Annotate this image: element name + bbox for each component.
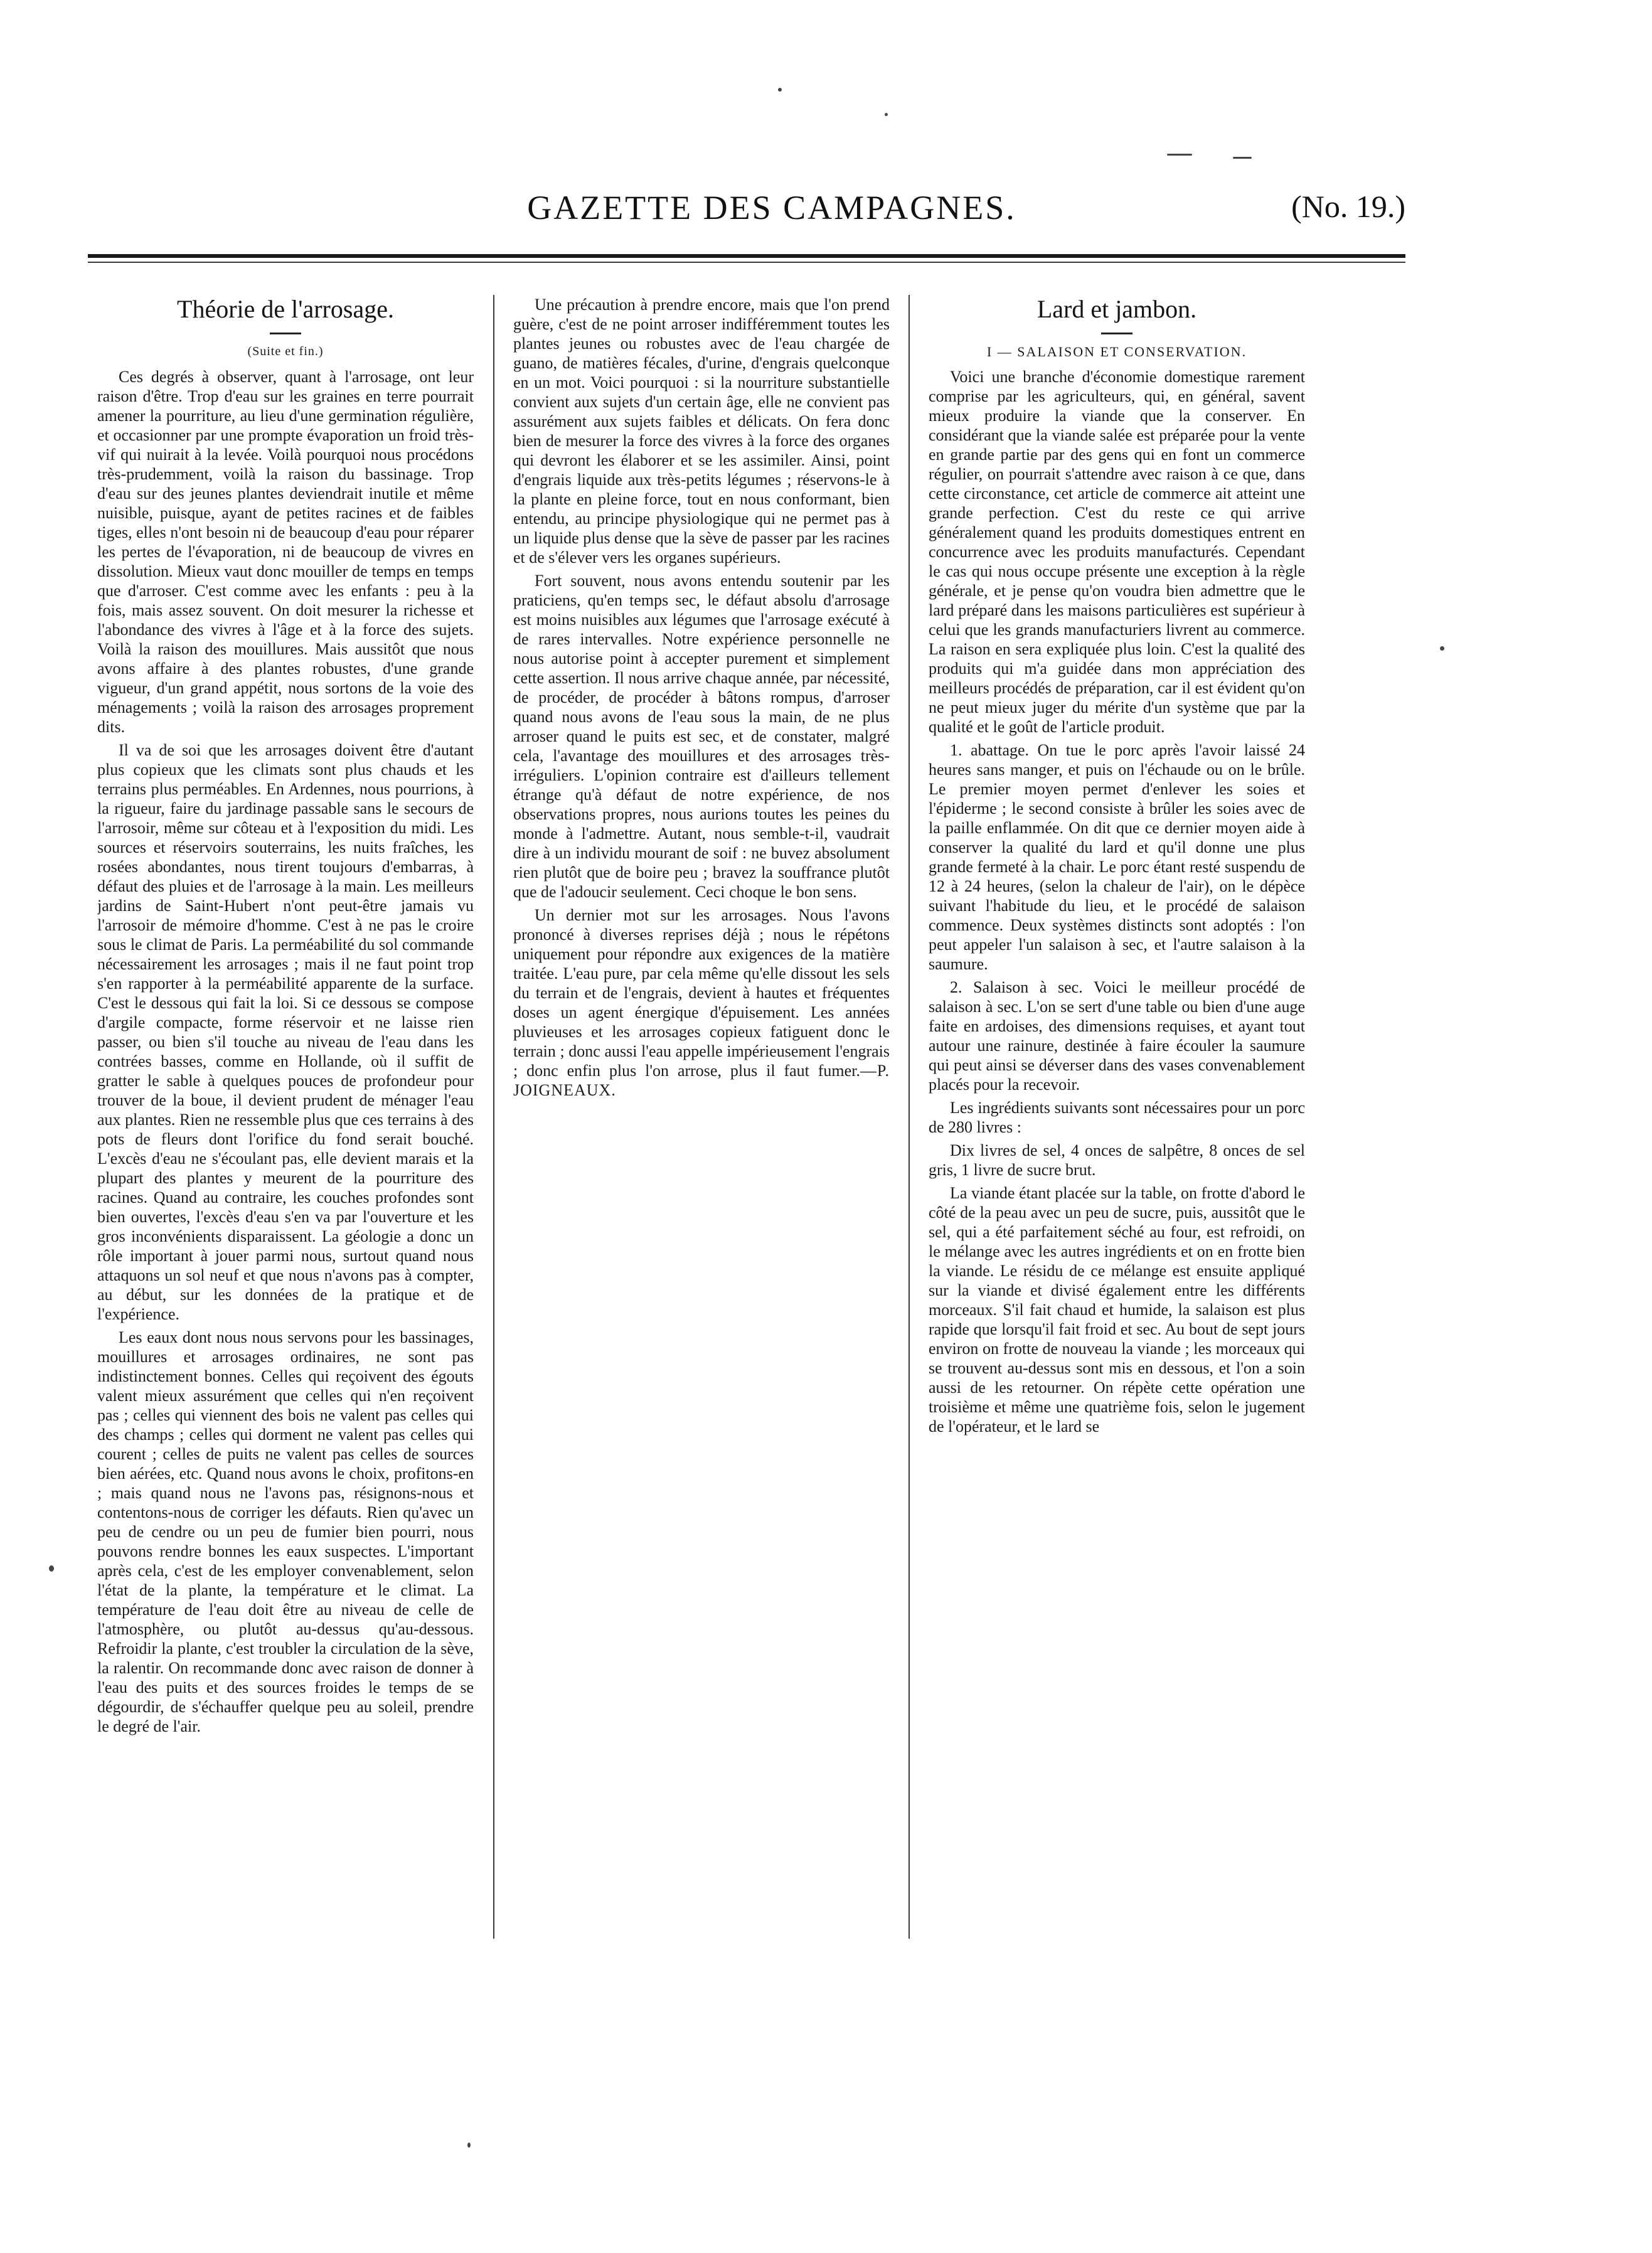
scan-speck [1167, 154, 1192, 156]
title-rule [1101, 333, 1132, 334]
paragraph: Une précaution à prendre encore, mais que l'on prend guère, c'est de ne point arroser indifféremment toutes les plantes jeunes ou robustes avec de l'eau chargée de guano, de matières fécales, d'urine, d'engrais quelconque en un mot. Voici pourquoi : si la nourriture substantielle convient aux sujets d'un certain âge, elle ne convient pas assurément aux sujets faibles et délicats. On fera donc bien de mesurer la force des vivres à la force des organes qui devront les élaborer et se les assimiler. Ainsi, point d'engrais liquide aux très-petits légumes ; réservons-le à la plante en pleine force, tout en nous conformant, bien entendu, au principe physiologique qui ne permet pas à un liquide plus dense que la sève de passer par les racines et de s'élever vers les organes supérieurs. [513, 296, 890, 567]
paragraph: 1. abattage. On tue le porc après l'avoir laissé 24 heures sans manger, et puis on l'échaude ou on le brûle. Le premier moyen permet d'enlever les soies et l'épiderme ; le second consiste à brûler les soies avec de la paille enflammée. On dit que ce dernier moyen aide à conserver la qualité du lard et qu'il donne une plus grande fermeté à la chair. Le porc étant resté suspendu de 12 à 24 heures, (selon la chaleur de l'air), on le dépèce suivant l'habitude du lieu, et le procédé de salaison commence. Deux systèmes distincts sont adoptés : l'on peut appeler l'un salaison à sec, et l'autre salaison à la saumure. [929, 741, 1305, 973]
paragraph: Ces degrés à observer, quant à l'arrosage, ont leur raison d'être. Trop d'eau sur les graines en terre pourrait amener la pourriture, au lieu d'une germination régulière, et occasionner par une prompte évaporation un froid très-vif qui nuirait à la levée. Voilà pourquoi nous procédons très-prudemment, voilà la raison du bassinage. Trop d'eau sur des jeunes plantes deviendrait inutile et même nuisible, puisque, ayant de petites racines et de faibles tiges, elles n'ont besoin ni de beaucoup d'eau pour réparer les pertes de l'évaporation, ni de beaucoup de vivres en dissolution. Mieux vaut donc mouiller de temps en temps que d'arroser. C'est comme avec les enfants : peu à la fois, mais assez souvent. On doit mesurer la richesse et l'abondance des vivres à l'âge et à la force des sujets. Voilà la raison des mouillures. Mais aussitôt que nous avons affaire à des plantes robustes, d'une grande vigueur, d'un grand appétit, nous sortons de la voie des ménagements ; voilà la raison des arrosages proprement dits. [97, 368, 474, 736]
paragraph [513, 905, 890, 1100]
article-subtitle: (Suite et fin.) [247, 344, 324, 358]
article-title: Lard et jambon. [1036, 295, 1197, 323]
paragraph: Fort souvent, nous avons entendu soutenir par les praticiens, qu'en temps sec, le défaut absolu d'arrosage est moins nuisibles aux légumes que l'arrosage exécuté à de rares intervalles. Notre expérience personnelle ne nous autorise point à accepter purement et simplement cette assertion. Il nous arrive chaque année, par nécessité, de procéder, de procéder à bâtons rompus, d'arroser quand nous avons de l'eau sous la main, de ne plus arroser quand le puits est sec, et de constater, malgré cela, l'avantage des mouillures et des arrosages très-irréguliers. L'opinion contraire est d'ailleurs tellement étrange qu'à défaut de notre expérience, de nos observations propres, nous aurions toutes les peines du monde à l'admettre. Autant, nous semble-t-il, vaudrait dire à un individu mourant de soif : ne buvez absolument rien plutôt que de boire peu ; bravez la souffrance plutôt que de l'adoucir seulement. Ceci choque le bon sens. [513, 572, 890, 901]
paragraph: Les ingrédients suivants sont nécessaires pour un porc de 280 livres : [929, 1099, 1305, 1136]
paragraph: Dix livres de sel, 4 onces de salpêtre, 8 onces de sel gris, 1 livre de sucre brut. [929, 1141, 1305, 1179]
paragraph: 2. Salaison à sec. Voici le meilleur procédé de salaison à sec. L'on se sert d'une table ou bien d'une auge faite en ardoises, des dimensions requises, et ayant tout autour une rainure, destinée à faire écouler la saumure qui peut ainsi se déverser dans des vases convenablement placés pour la recevoir. [929, 978, 1305, 1094]
column-divider [493, 295, 494, 1939]
issue-number: (No. 19.) [1291, 189, 1405, 224]
column-1 [97, 295, 474, 1964]
paragraph-text: Un dernier mot sur les arrosages. Nous l'avons prononcé à diverses reprises déjà ; nous le répétons uniquement pour répondre aux exigences de la matière traitée. L'eau pure, par cela même qu'elle dissout les sels du terrain et de l'engrais, devient à hautes et fréquentes doses un agent énergique d'épuisement. Les années pluvieuses et les arrosages copieux fatiguent donc le terrain ; donc aussi l'eau appelle impérieusement l'engrais ; donc enfin plus l'on arrose, plus il faut fumer. [513, 906, 890, 1080]
column-2 [513, 295, 890, 1964]
scan-speck [885, 113, 888, 116]
scan-speck [778, 88, 782, 92]
article-title: Théorie de l'arrosage. [177, 295, 394, 323]
scan-speck [49, 1565, 54, 1572]
paragraph: Il va de soi que les arrosages doivent être d'autant plus copieux que les climats sont plus chauds et les terrains plus perméables. En Ardennes, nous pourrions, à la rigueur, faire du jardinage passable sans le secours de l'arrosoir, même sur côteau et à l'exposition du midi. Les sources et réservoirs souterrains, les nuits fraîches, les rosées abondantes, nous tirent toujours d'embarras, à défaut des pluies et de l'arrosage à la main. Les meilleurs jardins de Saint-Hubert n'ont peut-être jamais vu l'arrosoir de mémoire d'homme. C'est à ne pas le croire sous le climat de Paris. La perméabilité du sol commande nécessairement les arrosages ; mais il ne faut point trop s'en rapporter à la perméabilité apparente de la surface. C'est le dessous qui fait la loi. Si ce dessous se compose d'argile compacte, forme réservoir et ne laisse rien passer, ou bien s'il touche au niveau de l'eau dans les contrées basses, comme en Hollande, où il suffit de gratter le sable à quelques pouces de profondeur pour trouver de la boue, il devient prudent de ménager l'eau aux plantes. Rien ne ressemble plus que ces terrains à des pots de fleurs dont l'orifice du fond serait bouché. L'excès d'eau ne s'écoulant pas, elle devient marais et la plupart des plantes y meurent de la pourriture des racines. Quand au contraire, les couches profondes sont bien ouvertes, l'excès d'eau s'en va par l'ouverture et les gros inconvénients disparaissent. La géologie a donc un rôle important à jouer parmi nous, surtout quand nous attaquons un sol neuf et que nous n'avons pas à compter, au début, sur les données de la pratique et de l'expérience. [97, 741, 474, 1323]
header-rule-thin [88, 262, 1405, 263]
author-signature: —P. JOIGNEAUX. [513, 1062, 890, 1099]
column-divider [909, 295, 910, 1939]
masthead [88, 188, 1405, 245]
scan-speck [1440, 646, 1444, 651]
paragraph: Voici une branche d'économie domestique rarement comprise par les agriculteurs, qui, en général, savent mieux produire la viande que la conserver. En considérant que la viande salée est préparée pour la vente en grande partie par des gens qui en font un commerce régulier, on pourrait s'attendre avec raison à ce que, dans cette circonstance, cet article de commerce ait atteint une grande perfection. C'est du reste ce qui arrive généralement quand les produits domestiques entrent en concurrence avec les produits manufacturés. Cependant le cas qui nous occupe présente une exception à la règle générale, et je pense qu'on voudra bien admettre que le lard préparé dans les maisons particulières est supérieur à celui que les grands manufacturiers livrent au commerce. La raison en sera expliquée plus loin. C'est la qualité des produits qui m'a guidée dans mon appréciation des meilleurs procédés de préparation, car il est évident qu'on ne peut mieux juger du mérite d'un système que par la qualité et le goût de l'article produit. [929, 368, 1305, 736]
paragraph-part: Les eaux dont nous nous servons pour les bassinages, mouillures et arrosages ordinaires, ne sont pas indistinctement bonnes. Celles qui reçoivent des égouts valent mieux assurément que celles qui n'en reçoivent pas ; celles qui viennent des bois ne valent pas celles qui des champs ; celles qui dorment ne valent pas celles qui courent ; celles de puits ne valent pas celles de sources bien aérées, etc. Quand nous avons le choix, profitons-en ; mais quand nous ne l'avons pas, résignons-nous et contentons-nous de corriger les défauts. Rien qu'avec un peu de cendre ou un peu de fumier bien pourri, nous pouvons rendre bonnes les eaux suspectes. L'important après cela, c'est de les employer convenablement, selon l'état de la plante, la température et le climat. La température de l'eau doit être au niveau de celle de l'atmosphère, ou plutôt au-dessus qu'au-dessous. Refroidir la plante, c'est troubler la circulation de la sève, la ralentir. On recommande donc avec raison de donner à l'eau des puits et des sources froides le temps de se dégourdir, de s'échauffer quelque peu au soleil, prendre le degré de l'air. [97, 1328, 474, 1735]
scan-speck [467, 2143, 471, 2148]
title-rule [270, 333, 301, 334]
newspaper-title: GAZETTE DES CAMPAGNES. [527, 189, 1016, 226]
paragraph: La viande étant placée sur la table, on frotte d'abord le côté de la peau avec un peu de sucre, puis, aussitôt que le sel, qui a été parfaitement séché au four, est refroidi, on le mélange avec les autres ingrédients et on en frotte bien la viande. Le résidu de ce mélange est ensuite appliqué sur la viande et divisé également entre les différents morceaux. S'il fait chaud et humide, la salaison est plus rapide que lorsqu'il fait froid et sec. Au bout de sept jours environ on frotte de nouveau la viande ; les morceaux qui se trouvent au-dessus sont mis en dessous, et l'on a soin aussi de les retourner. On répète cette opération une troisième et même une quatrième fois, selon le jugement de l'opérateur, et le lard se [929, 1184, 1305, 1435]
paragraph [97, 1328, 474, 1736]
scan-speck [1233, 157, 1252, 159]
column-3 [929, 295, 1305, 1964]
article-subhead: I — SALAISON ET CONSERVATION. [986, 344, 1247, 360]
header-rule-thick [88, 254, 1405, 258]
